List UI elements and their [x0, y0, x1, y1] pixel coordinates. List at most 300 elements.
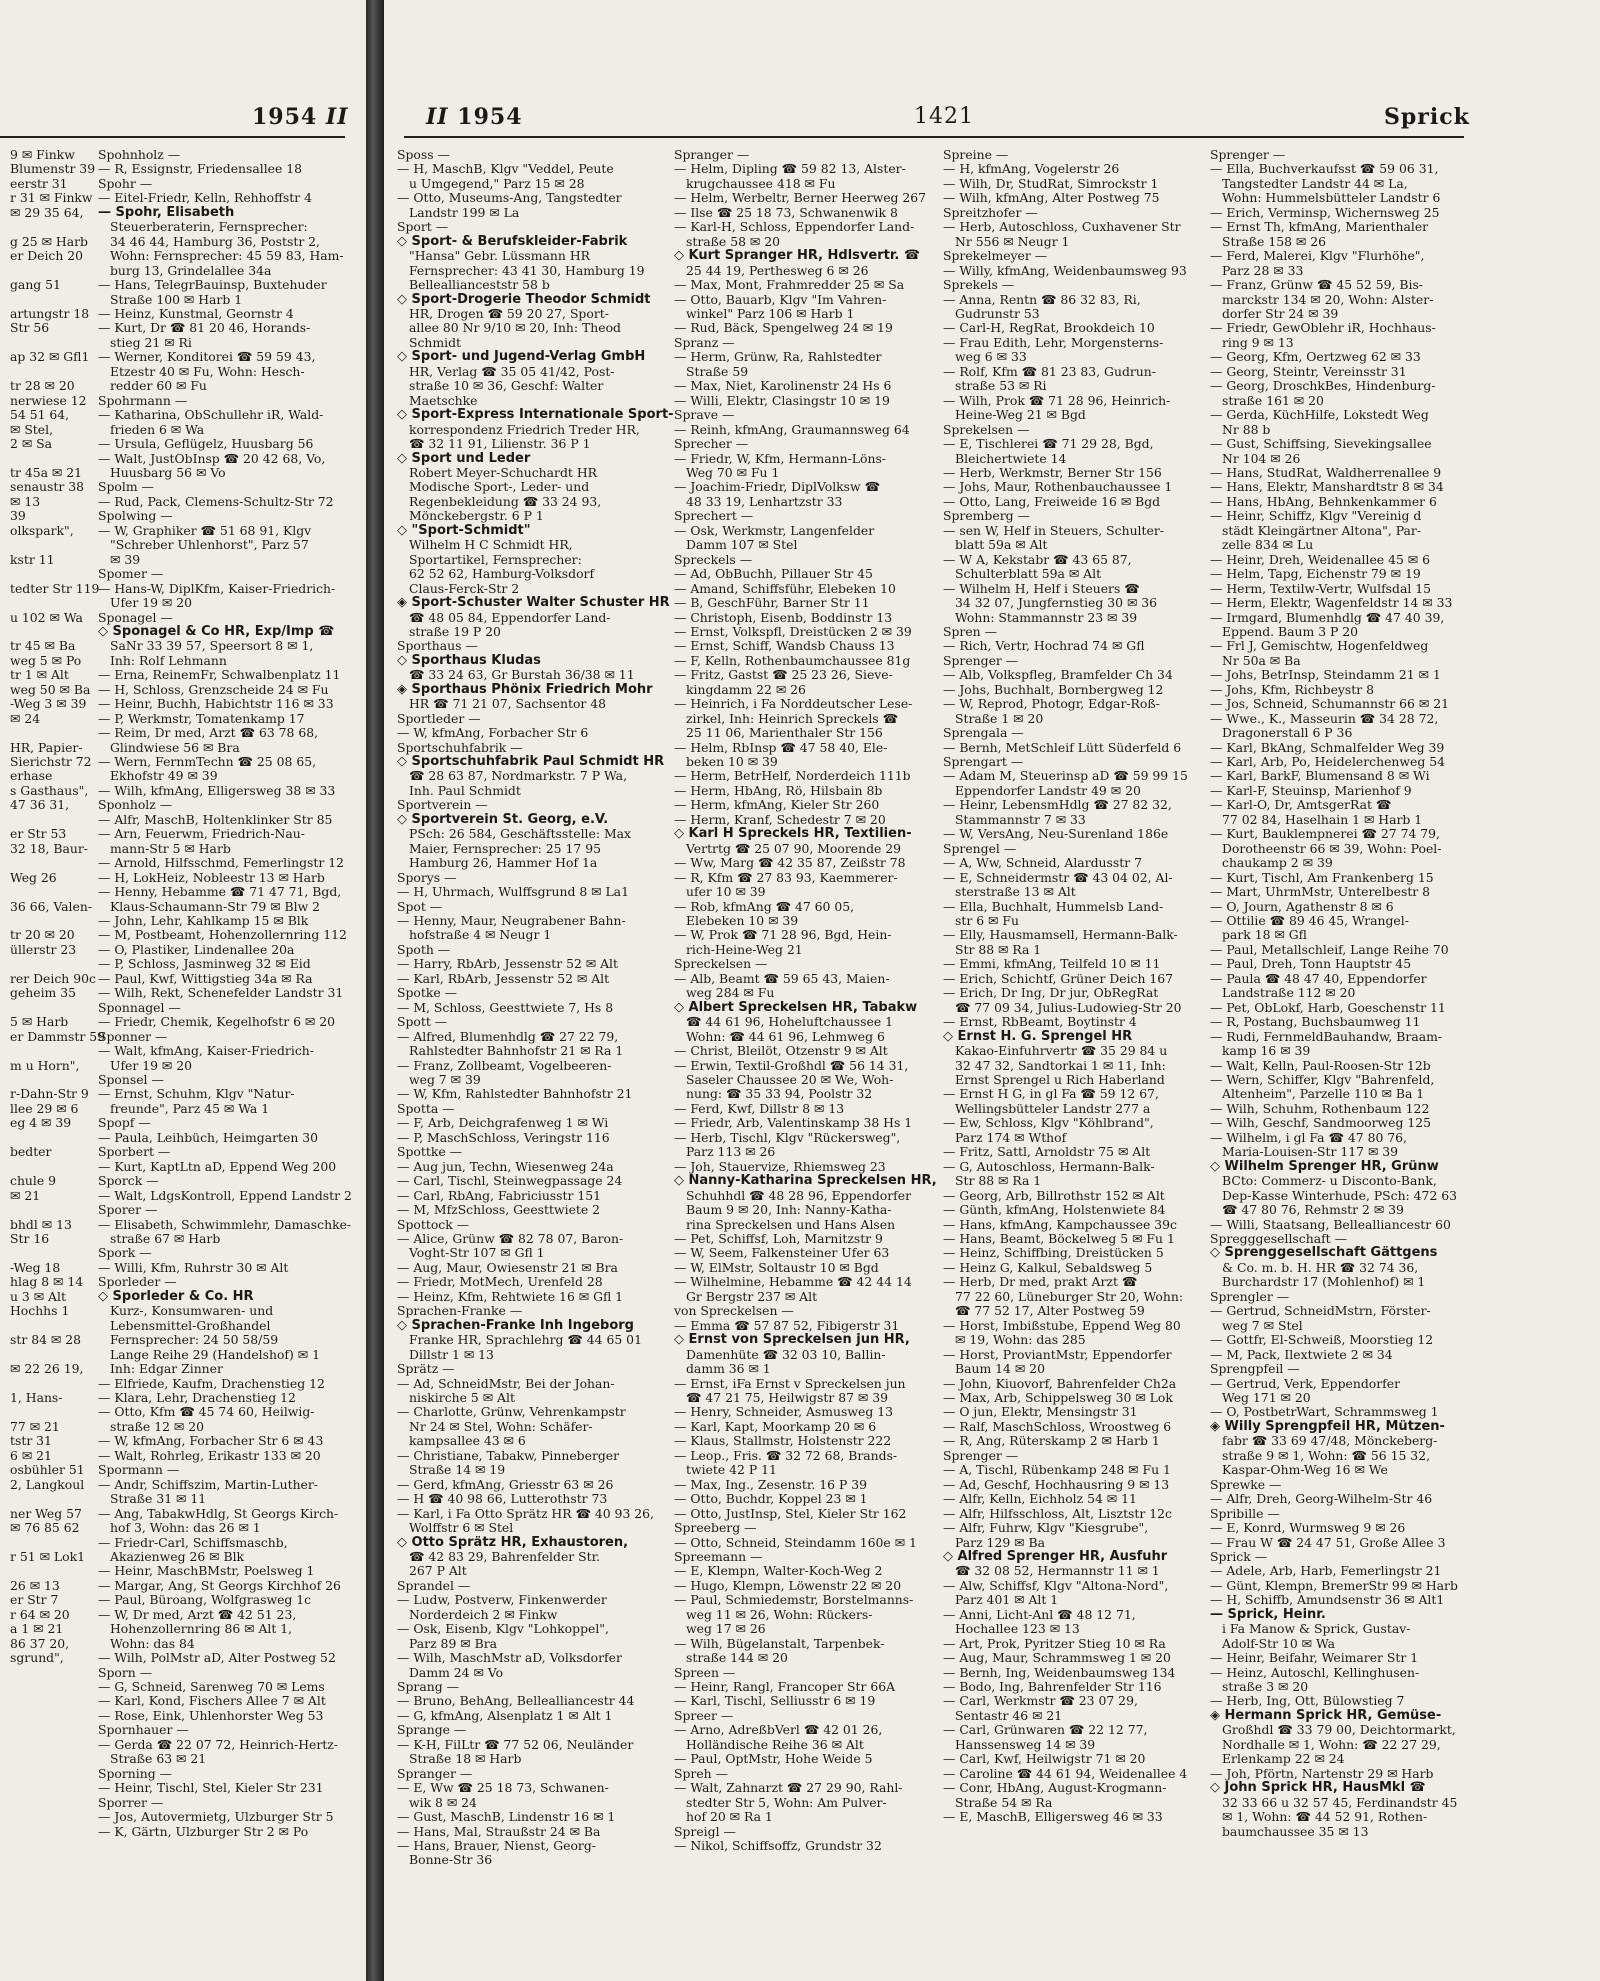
- directory-line: weg 7 ✉ 39: [409, 1072, 481, 1087]
- directory-line: Rahlstedter Bahnhofstr 21 ✉ Ra 1: [409, 1043, 624, 1059]
- directory-line: — Ww, Marg ☎ 42 35 87, Zeißstr 78: [674, 855, 906, 871]
- directory-line: tr 20 ✉ 20: [10, 927, 75, 943]
- directory-line: hof 20 ✉ Ra 1: [686, 1809, 773, 1825]
- directory-line: — Ferd, Kwf, Dillstr 8 ✉ 13: [674, 1100, 845, 1116]
- directory-line: Spottock —: [397, 1216, 470, 1232]
- directory-line: — Wwe., K., Masseurin ☎ 34 28 72,: [1210, 710, 1439, 726]
- directory-line: artungstr 18: [10, 305, 90, 321]
- directory-line: — Herm, Elektr, Wagenfeldstr 14 ✉ 33: [1210, 595, 1453, 611]
- directory-line: "Hansa" Gebr. Lüssmann HR: [409, 248, 590, 264]
- directory-line: "Schreber Uhlenhorst", Parz 57: [110, 537, 309, 553]
- directory-line: Sprekels —: [943, 277, 1015, 293]
- directory-line: ☎ 28 63 87, Nordmarkstr. 7 P Wa,: [409, 768, 628, 784]
- directory-line: — Heinz G, Kalkul, Sebaldsweg 5: [943, 1259, 1153, 1275]
- directory-line: Spreeberg —: [674, 1520, 757, 1536]
- directory-line: nerwiese 12: [10, 392, 87, 408]
- directory-line: Sporleder —: [98, 1274, 177, 1290]
- directory-line: Damm 24 ✉ Vo: [409, 1664, 504, 1680]
- directory-line: — Franz, Grünw ☎ 45 52 59, Bis-: [1210, 277, 1423, 293]
- directory-line: — Ernst H G, in gl Fa ☎ 59 12 67,: [943, 1086, 1159, 1102]
- directory-line: — Otto, Lang, Freiweide 16 ✉ Bgd: [943, 493, 1161, 509]
- directory-line: er Str 7: [10, 1592, 59, 1608]
- directory-line: — Elfriede, Kaufm, Drachenstieg 12: [98, 1375, 325, 1391]
- directory-line: Straße 63 ✉ 21: [110, 1751, 207, 1767]
- directory-line: Stammannstr 7 ✉ 33: [955, 811, 1086, 827]
- directory-line: HR, Papier-: [10, 739, 83, 755]
- directory-line: — Johs, Maur, Rothenbauchaussee 1: [943, 479, 1173, 495]
- directory-line: Steuerberaterin, Fernsprecher:: [110, 219, 308, 235]
- directory-line: ✉ 76 85 62: [10, 1520, 80, 1536]
- directory-line: ✉ 29 35 64,: [10, 204, 84, 220]
- directory-line: eg 4 ✉ 39: [10, 1115, 72, 1131]
- directory-line: — Paula, Leihbüch, Heimgarten 30: [98, 1129, 319, 1145]
- directory-line: — Heinr, Schiffz, Klgv "Vereinig d: [1210, 508, 1422, 524]
- directory-line: — Wilh, MaschMstr aD, Volksdorfer: [397, 1650, 622, 1666]
- directory-line: Franke HR, Sprachlehrg ☎ 44 65 01: [409, 1332, 642, 1348]
- directory-line: Großhdl ☎ 33 79 00, Deichtormarkt,: [1222, 1722, 1456, 1738]
- directory-line: — Karl-O, Dr, AmtsgerRat ☎: [1210, 797, 1392, 813]
- directory-line: — Wern, Schiffer, Klgv "Bahrenfeld,: [1210, 1072, 1435, 1087]
- directory-line: Sprick —: [1210, 1548, 1268, 1564]
- directory-line: hof 3, Wohn: das 26 ✉ 1: [110, 1520, 261, 1536]
- directory-line: — Karl, Arb, Po, Heidelerchenweg 54: [1210, 754, 1445, 770]
- directory-line: m u Horn",: [10, 1057, 80, 1073]
- directory-line: [0, 1536, 86, 1550]
- directory-line: — Paul, Metallschleif, Lange Reihe 70: [1210, 941, 1449, 957]
- directory-line: — Rud, Pack, Clemens-Schultz-Str 72: [98, 493, 334, 509]
- directory-line: [0, 726, 86, 740]
- directory-line: — Ludw, Postverw, Finkenwerder: [397, 1592, 607, 1608]
- directory-line: Sport —: [397, 219, 449, 235]
- directory-line: — Alice, Grünw ☎ 82 78 07, Baron-: [397, 1230, 624, 1246]
- directory-line: Sprekelmeyer —: [943, 248, 1048, 264]
- directory-line: ◇ Wilhelm Sprenger HR, Grünw: [1210, 1158, 1439, 1174]
- directory-line: Spreigl —: [674, 1823, 736, 1839]
- directory-line: ✉ 21: [10, 1187, 41, 1203]
- directory-line: 25 44 19, Perthesweg 6 ✉ 26: [686, 262, 869, 278]
- directory-line: — Alb, Volkspfleg, Bramfelder Ch 34: [943, 667, 1173, 683]
- directory-line: Spoth —: [397, 941, 451, 957]
- directory-line: ◈ Hermann Sprick HR, Gemüse-: [1210, 1707, 1442, 1723]
- directory-line: Inh: Edgar Zinner: [110, 1361, 223, 1377]
- directory-line: — Gust, Schiffsing, Sievekingsallee: [1210, 436, 1432, 452]
- directory-line: Sporbert —: [98, 1144, 171, 1160]
- directory-line: — Alb, Beamt ☎ 59 65 43, Maien-: [674, 970, 890, 986]
- directory-line: weg 7 ✉ Stel: [1222, 1317, 1303, 1333]
- directory-line: — Walt, Rohrleg, Erikastr 133 ✉ 20: [98, 1447, 321, 1463]
- directory-line: — Bodo, Ing, Bahrenfelder Str 116: [943, 1679, 1162, 1695]
- directory-line: Glindwiese 56 ✉ Bra: [110, 739, 240, 755]
- directory-line: 2, Langkoul: [10, 1476, 85, 1492]
- right-page: [384, 0, 1600, 1981]
- directory-line: — W A, Kekstabr ☎ 43 65 87,: [943, 551, 1132, 567]
- directory-line: Spregggesellschaft —: [1210, 1230, 1347, 1246]
- directory-line: — Anna, Rentn ☎ 86 32 83, Ri,: [943, 291, 1141, 307]
- directory-line: Sprengler —: [1210, 1288, 1290, 1304]
- directory-line: — Frl J, Gemischtw, Hogenfeldweg: [1210, 638, 1429, 654]
- directory-line: — Otto, Kfm ☎ 45 74 60, Heilwig-: [98, 1404, 315, 1420]
- directory-line: — Carl, Tischl, Steinwegpassage 24: [397, 1173, 623, 1189]
- directory-line: — Katharina, ObSchullehr iR, Wald-: [98, 407, 324, 423]
- directory-line: str 84 ✉ 28: [10, 1332, 81, 1348]
- directory-line: Ernst Sprengel u Rich Haberland: [955, 1072, 1165, 1087]
- directory-line: 48 33 19, Lenhartzstr 33: [686, 493, 843, 509]
- directory-line: — Günth, kfmAng, Holstenwiete 84: [943, 1202, 1166, 1218]
- directory-line: — Arnold, Hilfsschmd, Femerlingstr 12: [98, 855, 344, 871]
- directory-line: ◇ Sport-Drogerie Theodor Schmidt: [397, 291, 651, 307]
- directory-line: — Karl, BarkF, Blumensand 8 ✉ Wi: [1210, 768, 1430, 784]
- directory-line: Voght-Str 107 ✉ Gfl 1: [409, 1245, 545, 1261]
- directory-line: — W, Reprod, Photogr, Edgar-Roß-: [943, 696, 1160, 712]
- directory-line: Sponnagel —: [98, 999, 181, 1015]
- directory-line: — Wilhelmine, Hebamme ☎ 42 44 14: [674, 1274, 912, 1290]
- directory-line: llee 29 ✉ 6: [10, 1100, 79, 1116]
- directory-line: — Johs, BetrInsp, Steindamm 21 ✉ 1: [1210, 667, 1441, 683]
- directory-line: u 102 ✉ Wa: [10, 609, 83, 625]
- directory-line: straße 144 ✉ 20: [686, 1650, 788, 1666]
- directory-line: — O, Plastiker, Lindenallee 20a: [98, 941, 295, 957]
- directory-line: — Osk, Eisenb, Klgv "Lohkoppel",: [397, 1621, 609, 1637]
- directory-line: — Hans, Brauer, Nienst, Georg-: [397, 1838, 596, 1854]
- directory-line: Sportverein —: [397, 797, 488, 813]
- directory-line: — Ad, Geschf, Hochhausring 9 ✉ 13: [943, 1476, 1170, 1492]
- directory-line: — Ilse ☎ 25 18 73, Schwanenwik 8: [674, 204, 898, 220]
- directory-line: Sponholz —: [98, 797, 173, 813]
- directory-line: frieden 6 ✉ Wa: [110, 421, 205, 437]
- directory-line: — Günt, Klempn, BremerStr 99 ✉ Harb: [1210, 1577, 1458, 1593]
- directory-line: Parz 113 ✉ 26: [686, 1144, 776, 1160]
- directory-line: Wohn: Stammannstr 23 ✉ 39: [955, 609, 1138, 625]
- directory-line: — Willi, Staatsang, Bellealliancestr 60: [1210, 1216, 1451, 1232]
- directory-line: Parz 401 ✉ Alt 1: [955, 1592, 1059, 1608]
- directory-line: Straße 31 ✉ 11: [110, 1491, 207, 1507]
- directory-line: Nr 556 ✉ Neugr 1: [955, 233, 1070, 249]
- directory-line: ✉ Stel,: [10, 421, 54, 437]
- directory-line: fabr ☎ 33 69 47/48, Mönckeberg-: [1222, 1433, 1438, 1449]
- directory-line: ufer 10 ✉ 39: [686, 884, 766, 900]
- directory-line: 6 ✉ 21: [10, 1447, 52, 1463]
- directory-line: — Hans, TelegrBauinsp, Buxtehuder: [98, 277, 327, 293]
- directory-line: weg 17 ✉ 26: [686, 1621, 766, 1637]
- directory-line: Sprengel —: [943, 840, 1017, 856]
- directory-line: ◇ "Sport-Schmidt": [397, 522, 531, 538]
- directory-line: — Herm, kfmAng, Kieler Str 260: [674, 797, 880, 813]
- directory-line: Kaspar-Ohm-Weg 16 ✉ We: [1222, 1462, 1388, 1478]
- directory-line: — Carl, RbAng, Fabriciusstr 151: [397, 1187, 602, 1203]
- directory-line: — Ella, Buchverkaufsst ☎ 59 06 31,: [1210, 161, 1439, 177]
- directory-line: — Ottilie ☎ 89 46 45, Wrangel-: [1210, 913, 1409, 929]
- directory-line: [0, 1203, 86, 1217]
- directory-line: park 18 ✉ Gfl: [1222, 927, 1307, 943]
- directory-line: Straße 18 ✉ Harb: [409, 1751, 522, 1767]
- directory-line: [0, 1246, 86, 1260]
- directory-line: — Heinrich, i Fa Norddeutscher Lese-: [674, 696, 913, 712]
- directory-line: [0, 957, 86, 971]
- directory-line: [0, 567, 86, 581]
- directory-line: ✉ 19, Wohn: das 285: [955, 1332, 1086, 1348]
- directory-line: kstr 11: [10, 551, 55, 567]
- directory-line: — Friedr-Carl, Schiffsmaschb,: [98, 1534, 288, 1550]
- directory-line: straße 3 ✉ 20: [1222, 1679, 1309, 1695]
- directory-line: zirkel, Inh: Heinrich Spreckels ☎: [686, 710, 899, 726]
- directory-line: Dorotheenstr 66 ✉ 39, Wohn: Poel-: [1222, 840, 1442, 856]
- directory-line: [0, 220, 86, 234]
- directory-line: — M, MfzSchloss, Geesttwiete 2: [397, 1202, 601, 1218]
- directory-line: [0, 1319, 86, 1333]
- directory-line: Sporn —: [98, 1664, 153, 1680]
- directory-line: — Gertrud, SchneidMstrn, Förster-: [1210, 1303, 1431, 1319]
- directory-line: ◇ Sprachen-Franke Inh Ingeborg: [397, 1317, 634, 1333]
- directory-line: von Spreckelsen —: [674, 1303, 794, 1319]
- directory-line: — Georg, Steintr, Vereinsstr 31: [1210, 363, 1407, 379]
- directory-line: — Johs, Buchhalt, Bornbergweg 12: [943, 681, 1164, 697]
- directory-line: — O jun, Elektr, Mensingstr 31: [943, 1404, 1138, 1420]
- directory-line: Sporys —: [397, 869, 457, 885]
- directory-line: — W, VersAng, Neu-Surenland 186e: [943, 826, 1169, 842]
- directory-line: redder 60 ✉ Fu: [110, 378, 207, 394]
- directory-line: — Emmi, kfmAng, Teilfeld 10 ✉ 11: [943, 956, 1161, 972]
- directory-line: Str 56: [10, 320, 50, 336]
- catchword: Sprick: [1384, 104, 1470, 130]
- directory-line: ◇ Sportschuhfabrik Paul Schmidt HR: [397, 754, 665, 770]
- left-fragment-column: [0, 147, 105, 1666]
- directory-line: Sportschuhfabrik —: [397, 739, 523, 755]
- directory-line: — K, Gärtn, Ulzburger Str 2 ✉ Po: [98, 1823, 309, 1839]
- directory-line: — Carl, Kwf, Heilwigstr 71 ✉ 20: [943, 1751, 1146, 1767]
- directory-line: Spottke —: [397, 1144, 463, 1160]
- directory-line: Sierichstr 72: [10, 754, 92, 770]
- directory-line: ◇ Albert Spreckelsen HR, Tabakw: [674, 999, 918, 1015]
- directory-line: BCto: Commerz- u Disconto-Bank,: [1222, 1173, 1437, 1189]
- directory-line: Nordhalle ✉ 1, Wohn: ☎ 22 27 29,: [1222, 1736, 1441, 1752]
- directory-line: Sentastr 46 ✉ 21: [955, 1707, 1063, 1723]
- directory-line: Straße 59: [686, 363, 749, 379]
- directory-line: [0, 914, 86, 928]
- directory-line: — Helm, Dipling ☎ 59 82 13, Alster-: [674, 161, 906, 177]
- directory-line: — H, Schloss, Grenzscheide 24 ✉ Fu: [98, 681, 329, 697]
- directory-line: ◇ John Sprick HR, HausMkl ☎: [1210, 1780, 1426, 1796]
- directory-line: beken 10 ✉ 39: [686, 754, 778, 770]
- directory-line: Sprandel —: [397, 1577, 471, 1593]
- directory-line: Burchardstr 17 (Mohlenhof) ✉ 1: [1222, 1274, 1426, 1290]
- directory-line: — Conr, HbAng, August-Krogmann-: [943, 1780, 1167, 1796]
- directory-line: — Gottfr, El-Schweiß, Moorstieg 12: [1210, 1332, 1434, 1348]
- directory-line: Sprengpfeil —: [1210, 1361, 1300, 1377]
- directory-line: r 51 ✉ Lok1: [10, 1548, 85, 1564]
- directory-line: — Margar, Ang, St Georgs Kirchhof 26: [98, 1577, 341, 1593]
- directory-line: eerstr 31: [10, 175, 68, 191]
- directory-line: [0, 1073, 86, 1087]
- directory-line: — F, Kelln, Rothenbaumchaussee 81g: [674, 652, 911, 668]
- directory-line: mann-Str 5 ✉ Harb: [110, 840, 231, 856]
- directory-line: — Heinz, Autoschl, Kellinghusen-: [1210, 1664, 1420, 1680]
- directory-line: Spreitzhofer —: [943, 204, 1038, 220]
- directory-line: Damenhüte ☎ 32 03 10, Ballin-: [686, 1346, 886, 1362]
- directory-line: — W, kfmAng, Forbacher Str 6: [397, 725, 589, 741]
- directory-line: ◈ Sporthaus Phönix Friedrich Mohr: [397, 681, 653, 697]
- directory-line: senaustr 38: [10, 479, 85, 495]
- directory-line: Sprechert —: [674, 508, 754, 524]
- directory-line: a 1 ✉ 21: [10, 1621, 64, 1637]
- directory-line: str 6 ✉ Fu: [955, 913, 1019, 929]
- directory-line: Spotta —: [397, 1100, 455, 1116]
- right-header-rule: [404, 136, 1464, 138]
- directory-line: bedter: [10, 1144, 52, 1160]
- directory-line: krugchaussee 418 ✉ Fu: [686, 175, 836, 191]
- directory-line: — Henny, Hebamme ☎ 71 47 71, Bgd,: [98, 884, 342, 900]
- directory-line: 26 ✉ 13: [10, 1577, 60, 1593]
- directory-line: — Osk, Werkmstr, Langenfelder: [674, 522, 875, 538]
- directory-line: -Weg 3 ✉ 39: [10, 696, 87, 712]
- directory-line: ◇ Sport- & Berufskleider-Fabrik: [397, 233, 628, 249]
- directory-line: ✉ 1, Wohn: ☎ 44 52 91, Rothen-: [1222, 1809, 1428, 1825]
- directory-line: — Werner, Konditorei ☎ 59 59 43,: [98, 349, 316, 365]
- directory-line: Inh. Paul Schmidt: [409, 782, 521, 798]
- directory-line: — Henny, Maur, Neugrabener Bahn-: [397, 913, 626, 929]
- directory-line: — Hans, Elektr, Manshardtstr 8 ✉ 34: [1210, 479, 1444, 495]
- directory-line: — Erwin, Textil-Großhdl ☎ 56 14 31,: [674, 1057, 909, 1073]
- directory-line: — Gerda, KüchHilfe, Lokstedt Weg: [1210, 407, 1429, 423]
- directory-line: weg 11 ✉ 26, Wohn: Rückers-: [686, 1606, 873, 1622]
- directory-line: — Rose, Eink, Uhlenhorster Weg 53: [98, 1707, 324, 1723]
- directory-line: — Wilhelm, i gl Fa ☎ 47 80 76,: [1210, 1129, 1407, 1145]
- directory-line: — Jos, Autovermietg, Ulzburger Str 5: [98, 1809, 334, 1825]
- directory-line: — Eitel-Friedr, Kelln, Rehhoffstr 4: [98, 190, 312, 206]
- directory-line: — G, kfmAng, Alsenplatz 1 ✉ Alt 1: [397, 1707, 613, 1723]
- directory-line: ◇ Sponagel & Co HR, Exp/Imp ☎: [98, 623, 335, 639]
- directory-line: — Hans, StudRat, Waldherrenallee 9: [1210, 464, 1442, 480]
- directory-line: ner Weg 57: [10, 1505, 82, 1521]
- directory-line: Dragonerstall 6 P 36: [1222, 725, 1353, 741]
- directory-line: — Heinr, Dreh, Weidenallee 45 ✉ 6: [1210, 551, 1430, 567]
- directory-line: — Amand, Schiffsführ, Elebeken 10: [674, 580, 896, 596]
- directory-line: — Paul, Büroang, Wolfgrasweg 1c: [98, 1592, 312, 1608]
- directory-line: — Joachim-Friedr, DiplVolksw ☎: [674, 479, 881, 495]
- directory-line: ◇ Sport- und Jugend-Verlag GmbH: [397, 349, 646, 365]
- directory-line: ✉ 24: [10, 710, 41, 726]
- directory-line: — Herb, Autoschloss, Cuxhavener Str: [943, 219, 1181, 235]
- directory-line: Sprenger —: [943, 1447, 1019, 1463]
- directory-line: 77 02 84, Haselhain 1 ✉ Harb 1: [1222, 811, 1423, 827]
- directory-line: Spreckelsen —: [674, 956, 768, 972]
- directory-line: Spremberg —: [943, 508, 1030, 524]
- directory-line: Sportleder —: [397, 710, 481, 726]
- directory-line: — E, MaschB, Elligersweg 46 ✉ 33: [943, 1809, 1163, 1825]
- directory-line: 5 ✉ Harb: [10, 1014, 69, 1030]
- directory-line: — Wilhelm H, Helf i Steuers ☎: [943, 580, 1140, 596]
- directory-line: — Paul, Dreh, Tonn Hauptstr 45: [1210, 956, 1412, 972]
- directory-line: tr 1 ✉ Alt: [10, 667, 69, 683]
- directory-line: [0, 625, 86, 639]
- directory-line: — Bernh, MetSchleif Lütt Süderfeld 6: [943, 739, 1182, 755]
- directory-line: — Paul, Kwf, Wittigstieg 34a ✉ Ra: [98, 970, 313, 986]
- directory-line: — Otto, Buchdr, Koppel 23 ✉ 1: [674, 1491, 868, 1507]
- directory-line: Weg 70 ✉ Fu 1: [686, 464, 780, 480]
- directory-line: — Georg, Arb, Billrothstr 152 ✉ Alt: [943, 1187, 1165, 1203]
- directory-line: hofstraße 4 ✉ Neugr 1: [409, 927, 552, 943]
- directory-line: — H, MaschB, Klgv "Veddel, Peute: [397, 161, 614, 177]
- directory-line: — Rolf, Kfm ☎ 81 23 83, Gudrun-: [943, 363, 1156, 379]
- directory-line: — Helm, Tapg, Eichenstr 79 ✉ 19: [1210, 566, 1421, 582]
- directory-line: — Klaus, Stallmstr, Holstenstr 222: [674, 1433, 892, 1449]
- directory-line: rich-Heine-Weg 21: [686, 941, 803, 957]
- directory-line: straße 67 ✉ Harb: [110, 1230, 221, 1246]
- directory-line: — Georg, Kfm, Oertzweg 62 ✉ 33: [1210, 349, 1421, 365]
- directory-line: — W, Kfm, Rahlstedter Bahnhofstr 21: [397, 1086, 633, 1102]
- directory-line: — Karl, Kond, Fischers Allee 7 ✉ Alt: [98, 1693, 326, 1709]
- directory-line: Sponsel —: [98, 1072, 164, 1087]
- directory-line: Straße 1 ✉ 20: [955, 710, 1044, 726]
- directory-line: Spohnholz —: [98, 147, 181, 162]
- directory-line: — Karl-F, Steuinsp, Marienhof 9: [1210, 782, 1412, 798]
- directory-line: Adolf-Str 10 ✉ Wa: [1222, 1635, 1336, 1651]
- directory-line: — Ralf, MaschSchloss, Wroostweg 6: [943, 1418, 1172, 1434]
- directory-line: Elebeken 10 ✉ 39: [686, 913, 799, 929]
- directory-line: — Fritz, Gastst ☎ 25 23 26, Sieve-: [674, 667, 893, 683]
- directory-line: dorfer Str 24 ✉ 39: [1222, 305, 1339, 321]
- directory-line: — Max, Ing., Zesenstr. 16 P 39: [674, 1476, 868, 1492]
- directory-line: Blumenstr 39: [10, 161, 96, 177]
- directory-line: — Gerda ☎ 22 07 72, Heinrich-Hertz-: [98, 1736, 338, 1752]
- directory-line: 77 22 60, Lüneburger Str 20, Wohn:: [955, 1288, 1183, 1304]
- directory-line: [0, 365, 86, 379]
- directory-line: Inh: Rolf Lehmann: [110, 652, 227, 668]
- directory-line: — Herm, Textilw-Vertr, Wulfsdal 15: [1210, 580, 1432, 596]
- directory-line: 34 32 07, Jungfernstieg 30 ✉ 36: [955, 595, 1158, 611]
- directory-line: Straße 54 ✉ Ra: [955, 1794, 1053, 1810]
- directory-line: Parz 129 ✉ Ba: [955, 1534, 1045, 1550]
- directory-line: Claus-Ferck-Str 2: [409, 580, 520, 596]
- directory-line: — Rob, kfmAng ☎ 47 60 05,: [674, 898, 855, 914]
- directory-line: Spreckels —: [674, 551, 753, 567]
- directory-line: ring 9 ✉ 13: [1222, 334, 1294, 350]
- directory-line: Landstraße 112 ✉ 20: [1222, 985, 1356, 1001]
- directory-line: — Wilh, PolMstr aD, Alter Postweg 52: [98, 1650, 336, 1666]
- directory-line: Lange Reihe 29 (Handelshof) ✉ 1: [110, 1346, 320, 1362]
- directory-line: ◇ Sport und Leder: [397, 450, 531, 466]
- directory-line: 25 11 06, Marienthaler Str 156: [686, 725, 883, 741]
- directory-line: Spornhauer —: [98, 1722, 189, 1738]
- directory-line: Wellingsbütteler Landstr 277 a: [955, 1100, 1151, 1116]
- directory-line: Norderdeich 2 ✉ Finkw: [409, 1606, 558, 1622]
- directory-line: 2 ✉ Sa: [10, 436, 53, 452]
- directory-line: — Herb, Dr med, prakt Arzt ☎: [943, 1274, 1138, 1290]
- directory-line: ☎ 48 05 84, Eppendorfer Land-: [409, 609, 611, 625]
- directory-line: städt Kleingärtner Altona", Par-: [1222, 522, 1422, 538]
- directory-line: 77 ✉ 21: [10, 1418, 60, 1434]
- directory-line: r 31 ✉ Finkw: [10, 190, 93, 206]
- directory-line: Sprachen-Franke —: [397, 1303, 523, 1319]
- directory-line: Spohrmann —: [98, 392, 188, 408]
- directory-line: — Aug jun, Techn, Wiesenweg 24a: [397, 1158, 614, 1174]
- directory-line: — Karl, RbArb, Jessenstr 52 ✉ Alt: [397, 970, 610, 986]
- directory-line: — Wilh, Prok ☎ 71 28 96, Heinrich-: [943, 392, 1171, 408]
- directory-line: — Alfr, Dreh, Georg-Wilhelm-Str 46: [1210, 1491, 1433, 1507]
- directory-line: 54 51 64,: [10, 407, 70, 423]
- directory-line: ◇ Nanny-Katharina Spreckelsen HR,: [674, 1173, 937, 1189]
- directory-line: winkel" Parz 106 ✉ Harb 1: [686, 305, 855, 321]
- directory-line: Spreemann —: [674, 1548, 763, 1564]
- directory-line: [0, 336, 86, 350]
- directory-line: allee 80 Nr 9/10 ✉ 20, Inh: Theod: [409, 320, 621, 336]
- column-4: [1210, 148, 1474, 1839]
- directory-line: 36 66, Valen-: [10, 898, 93, 914]
- directory-line: ◇ Sport-Express Internationale Sport-: [397, 407, 674, 423]
- directory-line: — P, Schloss, Jasminweg 32 ✉ Eid: [98, 956, 311, 972]
- directory-line: Saseler Chaussee 20 ✉ We, Woh-: [686, 1072, 894, 1087]
- directory-line: — Hans-W, DiplKfm, Kaiser-Friedrich-: [98, 580, 336, 596]
- directory-line: ☎ 47 80 76, Rehmstr 2 ✉ 39: [1222, 1202, 1404, 1218]
